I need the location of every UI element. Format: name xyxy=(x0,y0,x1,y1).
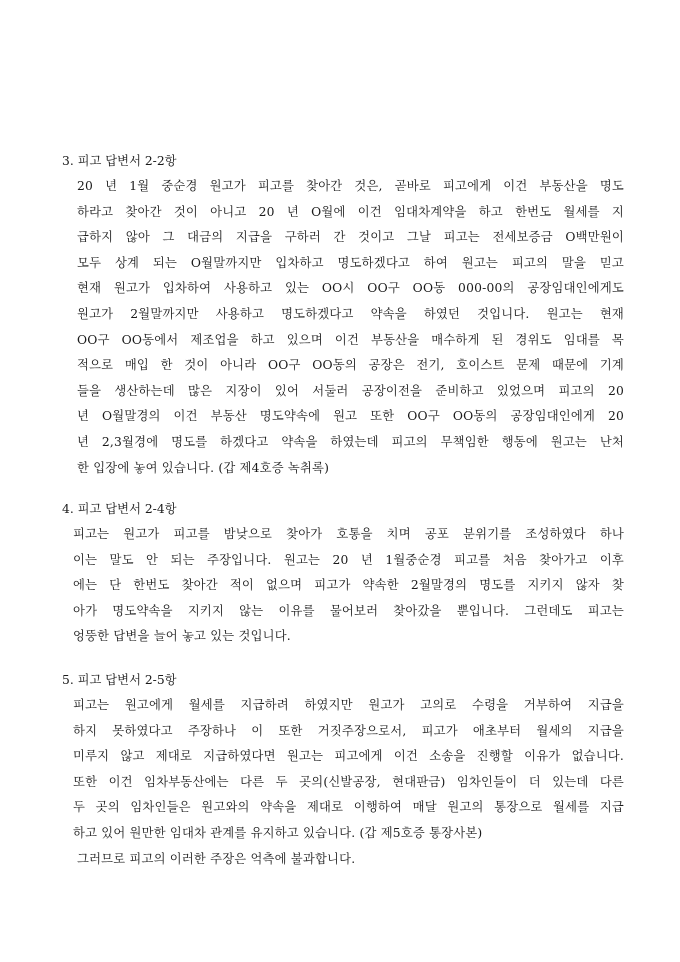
section-3 xyxy=(62,148,624,481)
paragraph-line: 엉뚱한 답변을 늘어 놓고 있는 것입니다. xyxy=(73,629,291,644)
paragraph-line: 에는 단 한번도 찾아간 적이 없으며 피고가 약속한 2월말경의 명도를 지키지 않자 찾 xyxy=(73,578,624,593)
paragraph-line: 또한 이건 임차부동산에는 다른 두 곳의(신발공장, 현대판금) 임차인들이 더 있는데 다른 xyxy=(73,774,624,789)
paragraph-line: 이는 말도 안 되는 주장입니다. 원고는 20 년 1월중순경 피고를 처음 찾아가고 이후 xyxy=(73,552,624,567)
paragraph-line: 년 O월말경의 이건 부동산 명도약속에 원고 또한 OO구 OO동의 공장임대인에게 20 xyxy=(77,409,624,424)
paragraph-line: 현재 원고가 입차하여 사용하고 있는 OO시 OO구 OO동 000-00의 공장임대인에게도 xyxy=(77,281,624,296)
section-heading: 4. 피고 답변서 2-4항 xyxy=(62,502,177,516)
paragraph-line: 20 년 1월 중순경 원고가 피고를 찾아간 것은, 곧바로 피고에게 이건 부동산을 명도 xyxy=(77,179,624,193)
section-heading: 5. 피고 답변서 2-5항 xyxy=(62,673,177,687)
paragraph-line: 피고는 원고에게 월세를 지급하려 하였지만 원고가 고의로 수령을 거부하여 지급을 xyxy=(73,698,624,712)
paragraph-line: 모두 상계 되는 O월말까지만 입차하고 명도하겠다고 하여 원고는 피고의 말을 믿고 xyxy=(77,255,624,270)
paragraph-line: 아가 명도약속을 지키지 않는 이유를 물어보러 찾아갔을 뿐입니다. 그런데도 피고는 xyxy=(73,603,624,618)
paragraph-line: 원고가 2월말까지만 사용하고 명도하겠다고 약속을 하였던 것입니다. 원고는 현재 xyxy=(77,306,624,321)
paragraph-line: 급하지 않아 그 대금의 지급을 구하러 간 것이고 그날 피고는 전세보증금 O백만원이 xyxy=(77,230,624,245)
paragraph-line: 두 곳의 임차인들은 원고와의 약속을 제대로 이행하여 매달 원고의 통장으로 월세를 지급 xyxy=(73,800,624,815)
section-4 xyxy=(62,496,624,650)
paragraph-line: OO구 OO동에서 제조업을 하고 있으며 이건 부동산을 매수하게 된 경위도 임대를 목 xyxy=(77,332,624,347)
paragraph-line: 하지 못하였다고 주장하나 이 또한 거짓주장으로서, 피고가 애초부터 월세의 지급을 xyxy=(73,723,624,738)
paragraph-line: 한 입장에 놓여 있습니다. (갑 제4호증 녹취록) xyxy=(77,460,330,475)
paragraph-line: 피고는 원고가 피고를 밤낮으로 찾아가 호통을 치며 공포 분위기를 조성하였다 하나 xyxy=(73,527,624,541)
paragraph-line: 년 2,3월경에 명도를 하겠다고 약속을 하였는데 피고의 무책임한 행동에 원고는 난처 xyxy=(77,434,624,449)
paragraph-line: 적으로 매입 한 것이 아니라 OO구 OO동의 공장은 전기, 호이스트 문제 때문에 기계 xyxy=(77,358,624,373)
section-5 xyxy=(62,667,624,872)
paragraph-line: 미루지 않고 제대로 지급하였다면 원고는 피고에게 이건 소송을 진행할 이유가 없습니다. xyxy=(73,749,624,764)
paragraph-line: 그러므로 피고의 이러한 주장은 억측에 불과합니다. xyxy=(77,851,356,866)
paragraph-line: 하고 있어 원만한 임대차 관계를 유지하고 있습니다. (갑 제5호증 통장사본) xyxy=(73,825,483,840)
paragraph-line: 하라고 찾아간 것이 아니고 20 년 O월에 이건 임대차계약을 하고 한번도 월세를 지 xyxy=(77,204,624,219)
section-heading: 3. 피고 답변서 2-2항 xyxy=(62,154,177,168)
paragraph-line: 들을 생산하는데 많은 지장이 있어 서둘러 공장이전을 준비하고 있었으며 피고의 20 xyxy=(77,383,624,398)
